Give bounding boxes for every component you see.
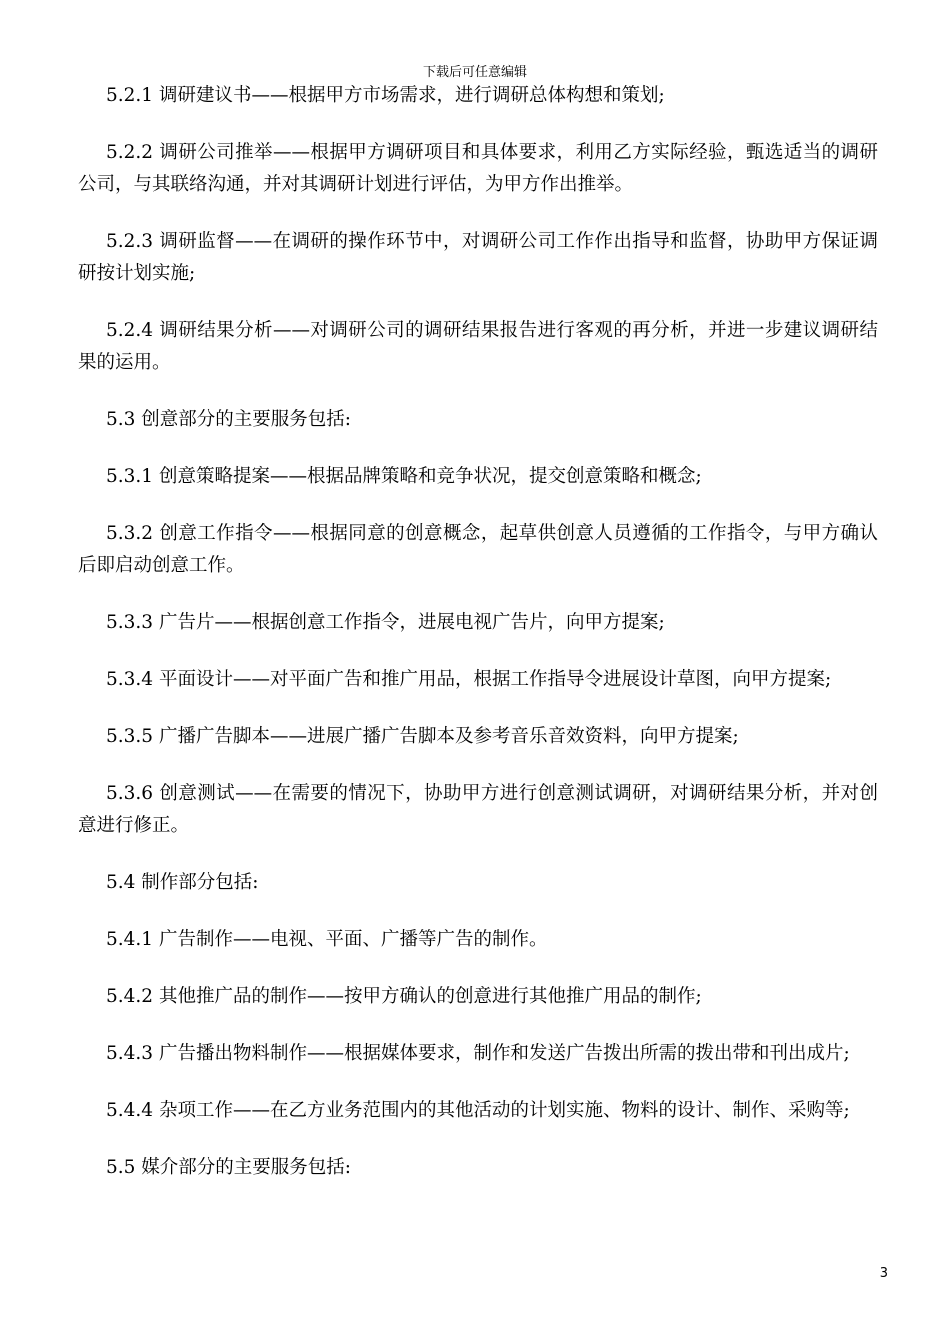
paragraph: 5.3.4 平面设计——对平面广告和推广用品，根据工作指导令进展设计草图，向甲方提案;	[106, 669, 832, 690]
document-body	[78, 80, 878, 1209]
paragraph: 5.4.4 杂项工作——在乙方业务范围内的其他活动的计划实施、物料的设计、制作、采购等;	[106, 1100, 850, 1121]
section-heading: 5.5 媒介部分的主要服务包括:	[106, 1157, 352, 1178]
paragraph: 5.4.1 广告制作——电视、平面、广播等广告的制作。	[106, 929, 548, 950]
paragraph: 5.3.2 创意工作指令——根据同意的创意概念，起草供创意人员遵循的工作指令，与甲方确认后即启动创意工作。	[78, 523, 878, 576]
paragraph: 5.2.1 调研建议书——根据甲方市场需求，进行调研总体构想和策划;	[106, 85, 665, 106]
paragraph: 5.4.2 其他推广品的制作——按甲方确认的创意进行其他推广用品的制作;	[106, 986, 702, 1007]
paragraph: 5.2.4 调研结果分析——对调研公司的调研结果报告进行客观的再分析，并进一步建议调研结果的运用。	[78, 320, 878, 373]
paragraph: 5.3.3 广告片——根据创意工作指令，进展电视广告片，向甲方提案;	[106, 612, 665, 633]
section-heading: 5.3 创意部分的主要服务包括:	[106, 409, 352, 430]
paragraph: 5.2.3 调研监督——在调研的操作环节中，对调研公司工作作出指导和监督，协助甲方保证调研按计划实施;	[78, 231, 878, 284]
page-number: 3	[879, 1266, 888, 1281]
page-header-note: 下载后可任意编辑	[422, 65, 527, 80]
section-heading: 5.4 制作部分包括:	[106, 872, 259, 893]
paragraph: 5.3.1 创意策略提案——根据品牌策略和竞争状况，提交创意策略和概念;	[106, 466, 702, 487]
paragraph: 5.4.3 广告播出物料制作——根据媒体要求，制作和发送广告拨出所需的拨出带和刊出成片;	[106, 1043, 850, 1064]
paragraph: 5.3.5 广播广告脚本——进展广播广告脚本及参考音乐音效资料，向甲方提案;	[106, 726, 739, 747]
paragraph: 5.3.6 创意测试——在需要的情况下，协助甲方进行创意测试调研，对调研结果分析，并对创意进行修正。	[78, 783, 878, 836]
paragraph: 5.2.2 调研公司推举——根据甲方调研项目和具体要求，利用乙方实际经验，甄选适当的调研公司，与其联络沟通，并对其调研计划进行评估，为甲方作出推举。	[78, 142, 878, 195]
